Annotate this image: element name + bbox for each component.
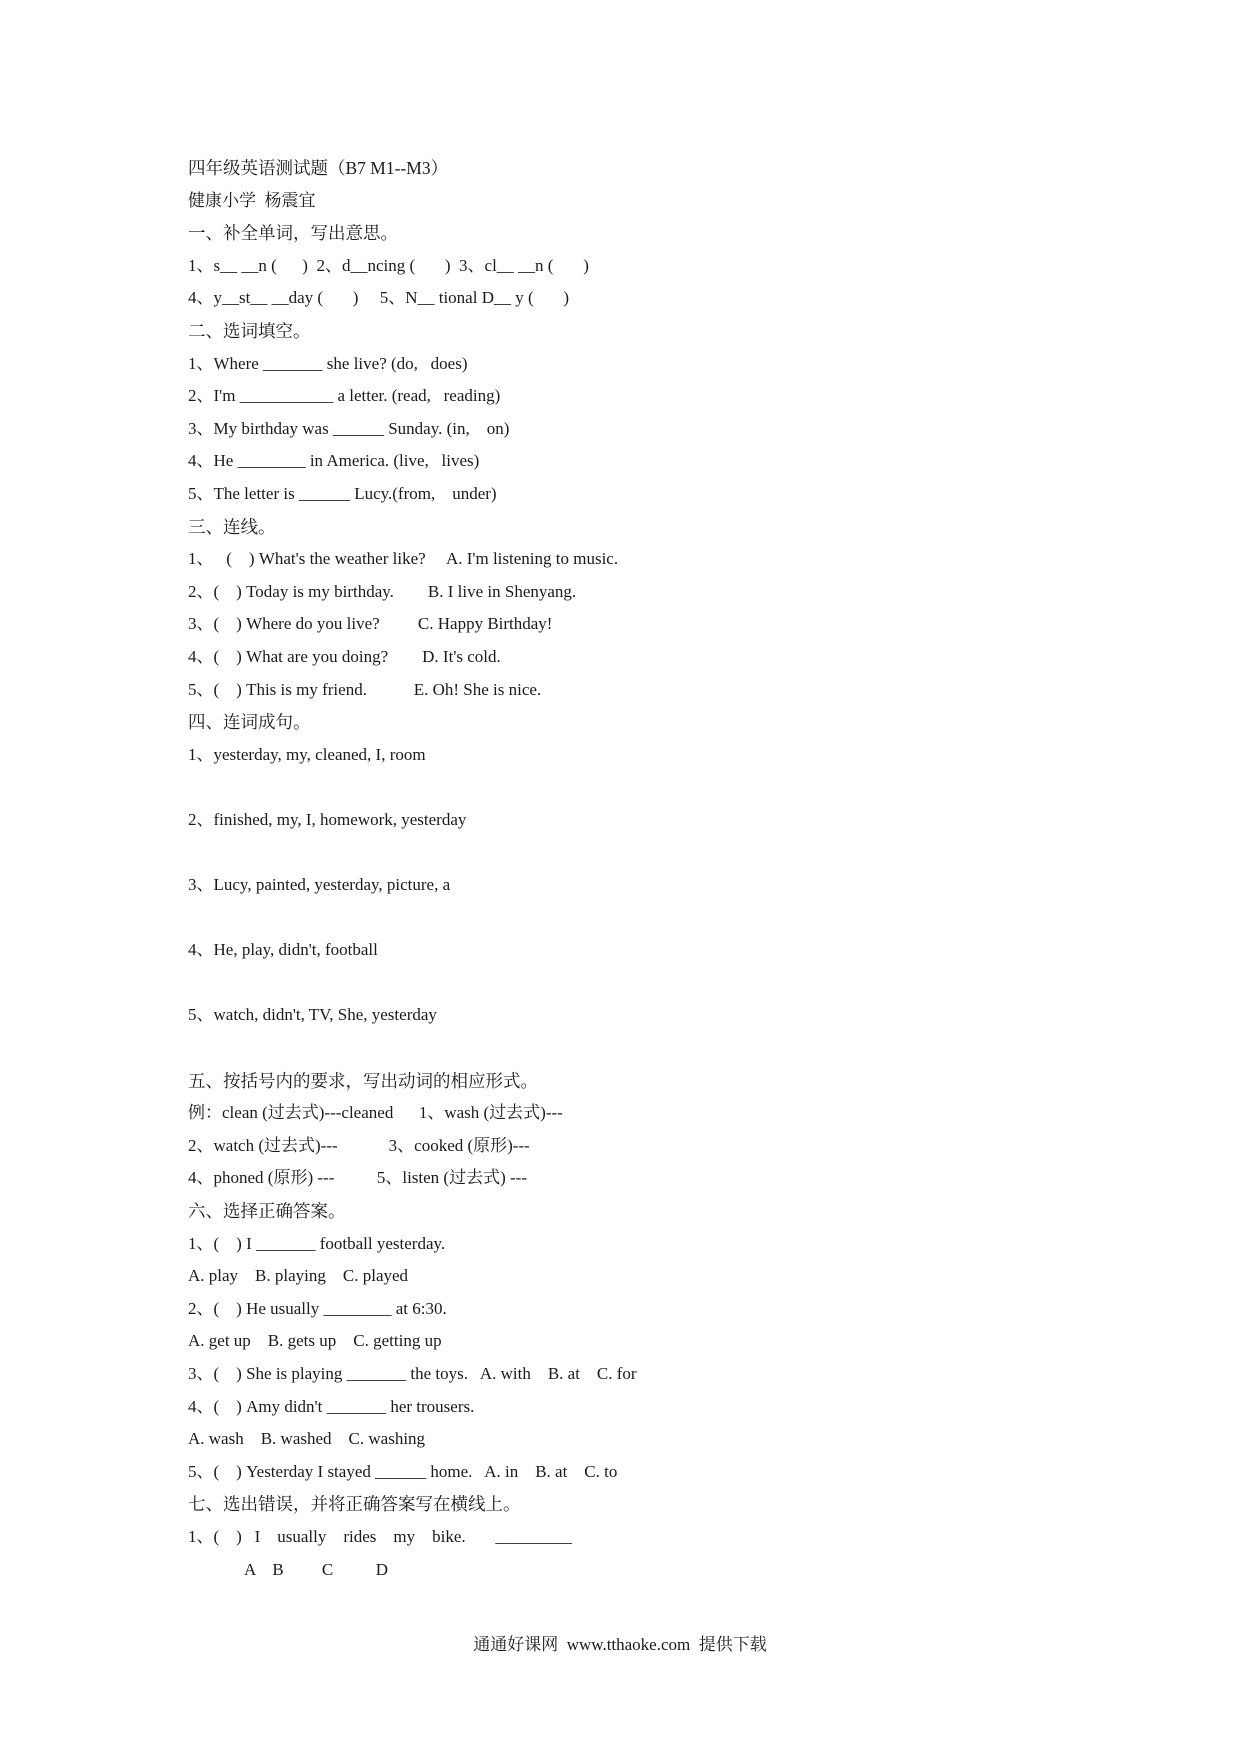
- question-line: 2、I'm ___________ a letter. (read, reading): [188, 386, 501, 406]
- question-line: 3、My birthday was ______ Sunday. (in, on): [188, 418, 510, 438]
- answer-space: [188, 771, 1188, 804]
- question-line: 2、( ) He usually ________ at 6:30.: [188, 1298, 447, 1318]
- section-3-heading: 三、连线。: [188, 516, 276, 537]
- question-line: 1、yesterday, my, cleaned, I, room: [188, 744, 426, 764]
- question-line: 4、He ________ in America. (live, lives): [188, 451, 480, 471]
- question-line: 5、watch, didn't, TV, She, yesterday: [188, 1005, 437, 1025]
- question-line: 4、( ) Amy didn't _______ her trousers.: [188, 1396, 475, 1416]
- download-footer: 通通好课网 www.tthaoke.com 提供下载: [473, 1635, 767, 1654]
- exam-title: 四年级英语测试题（B7 M1--M3）: [188, 158, 449, 178]
- section-7-heading: 七、选出错误，并将正确答案写在横线上。: [188, 1494, 521, 1515]
- question-line: 1、( ) I usually rides my bike. _________: [188, 1526, 572, 1546]
- matching-line: 4、( ) What are you doing? D. It's cold.: [188, 646, 501, 666]
- section-5-heading: 五、按括号内的要求，写出动词的相应形式。: [188, 1070, 538, 1091]
- answer-space: [188, 836, 1188, 869]
- question-line: 2、watch (过去式)--- 3、cooked (原形)---: [188, 1135, 530, 1155]
- question-line: 1、Where _______ she live? (do, does): [188, 353, 468, 373]
- matching-line: 1、 ( ) What's the weather like? A. I'm listening to music.: [188, 549, 619, 569]
- question-line: 5、The letter is ______ Lucy.(from, under): [188, 483, 497, 503]
- matching-line: 5、( ) This is my friend. E. Oh! She is nice.: [188, 679, 542, 699]
- section-4-heading: 四、连词成句。: [188, 712, 311, 733]
- section-1-heading: 一、补全单词，写出意思。: [188, 223, 398, 244]
- question-line: 4、He, play, didn't, football: [188, 940, 378, 960]
- choice-line: A. get up B. gets up C. getting up: [188, 1331, 442, 1351]
- matching-line: 2、( ) Today is my birthday. B. I live in Shenyang.: [188, 581, 577, 601]
- question-line: 1、( ) I _______ football yesterday.: [188, 1233, 446, 1253]
- choice-line: A. wash B. washed C. washing: [188, 1429, 426, 1449]
- answer-space: [188, 967, 1188, 1000]
- question-line: 5、( ) Yesterday I stayed ______ home. A. in B. at C. to: [188, 1461, 618, 1481]
- question-line: 1、s__ __n ( ) 2、d__ncing ( ) 3、cl__ __n ( ): [188, 255, 589, 275]
- section-2-heading: 二、选词填空。: [188, 320, 311, 341]
- question-line: 2、finished, my, I, homework, yesterday: [188, 809, 467, 829]
- question-line: 4、phoned (原形) --- 5、listen (过去式) ---: [188, 1168, 527, 1188]
- section-6-heading: 六、选择正确答案。: [188, 1201, 346, 1221]
- choice-line: A. play B. playing C. played: [188, 1266, 409, 1286]
- exam-sheet: [188, 152, 1188, 1586]
- matching-line: 3、( ) Where do you live? C. Happy Birthday!: [188, 614, 553, 634]
- question-line: 例：clean (过去式)---cleaned 1、wash (过去式)---: [188, 1103, 563, 1123]
- question-line: 4、y__st__ __day ( ) 5、N__ tional D__ y ( ): [188, 288, 570, 308]
- answer-space: [188, 902, 1188, 935]
- question-line: 3、Lucy, painted, yesterday, picture, a: [188, 875, 451, 895]
- answer-space: [188, 1032, 1188, 1065]
- author-line: 健康小学 杨震宜: [188, 190, 316, 210]
- question-line: 3、( ) She is playing _______ the toys. A. with B. at C. for: [188, 1363, 637, 1383]
- option-letters: A B C D: [244, 1559, 389, 1579]
